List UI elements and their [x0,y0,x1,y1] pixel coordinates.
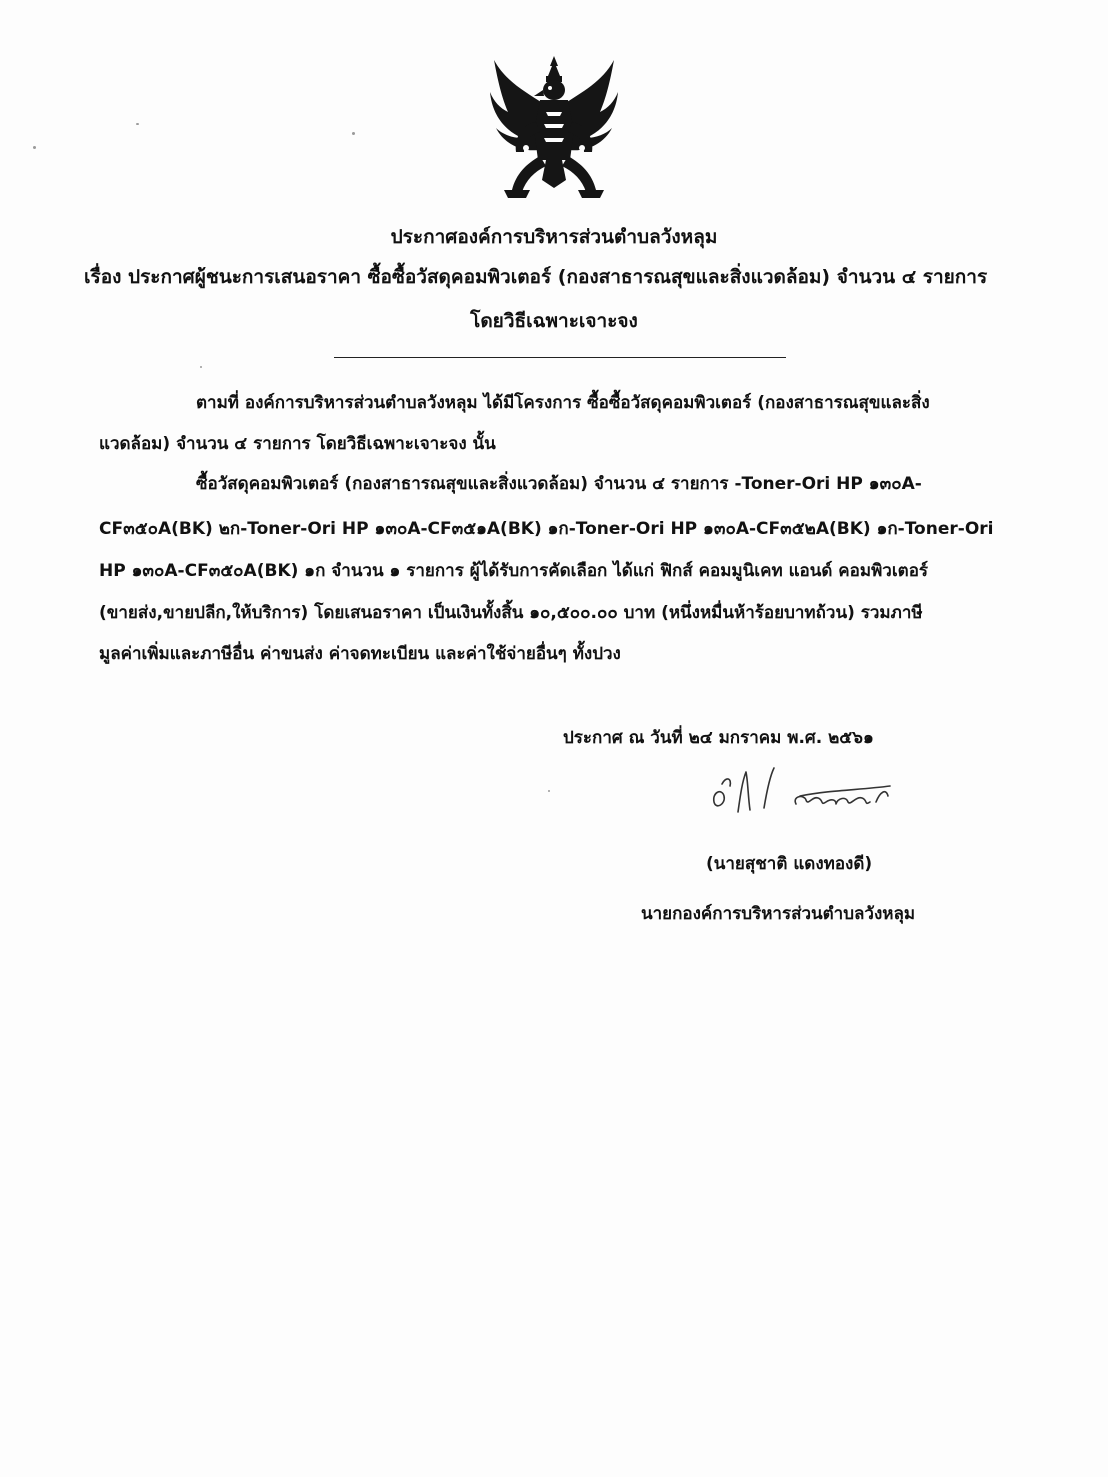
header-divider [334,357,786,358]
announcement-date: ประกาศ ณ วันที่ ๒๔ มกราคม พ.ศ. ๒๕๖๑ [563,728,874,748]
scan-speck [33,146,36,149]
garuda-emblem-icon [486,52,622,204]
paragraph1-line2: แวดล้อม) จำนวน ๔ รายการ โดยวิธีเฉพาะเจาะจง นั้น [99,434,496,454]
paragraph1-line1: ตามที่ องค์การบริหารส่วนตำบลวังหลุม ได้มีโครงการ ซื้อซื้อวัสดุคอมพิวเตอร์ (กองสาธารณสุขและสิ่ง [196,393,930,413]
scan-speck [136,123,139,125]
scan-speck [352,132,355,135]
scan-speck [200,366,202,368]
signer-title: นายกองค์การบริหารส่วนตำบลวังหลุม [641,904,916,924]
handwritten-signature [700,762,900,824]
paragraph2-line4: (ขายส่ง,ขายปลีก,ให้บริการ) โดยเสนอราคา เป็นเงินทั้งสิ้น ๑๐,๕๐๐.๐๐ บาท (หนึ่งหมื่นห้าร้อยบาทถ้วน) รวมภาษี [99,603,923,623]
paragraph2-line5: มูลค่าเพิ่มและภาษีอื่น ค่าขนส่ง ค่าจดทะเบียน และค่าใช้จ่ายอื่นๆ ทั้งปวง [99,644,621,664]
paragraph2-line1: ซื้อวัสดุคอมพิวเตอร์ (กองสาธารณสุขและสิ่งแวดล้อม) จำนวน ๔ รายการ -Toner-Ori HP ๑๓๐A- [196,474,922,494]
signer-name: (นายสุชาติ แดงทองดี) [706,854,873,874]
scan-speck [548,790,550,792]
announcement-subject-line: เรื่อง ประกาศผู้ชนะการเสนอราคา ซื้อซื้อวัสดุคอมพิวเตอร์ (กองสาธารณสุขและสิ่งแวดล้อม) จำนวน ๔ รายการ [84,266,988,288]
announcement-organization-line: ประกาศองค์การบริหารส่วนตำบลวังหลุม [390,226,718,248]
paragraph2-line3: HP ๑๓๐A-CF๓๕๐A(BK) ๑ก จำนวน ๑ รายการ ผู้ได้รับการคัดเลือก ได้แก่ ฟิกส์ คอมมูนิเคท แอนด์ คอมพิวเตอร์ [99,561,929,581]
announcement-method-line: โดยวิธีเฉพาะเจาะจง [470,310,638,332]
paragraph2-line2: CF๓๕๐A(BK) ๒ก-Toner-Ori HP ๑๓๐A-CF๓๕๑A(BK) ๑ก-Toner-Ori HP ๑๓๐A-CF๓๕๒A(BK) ๑ก-Toner-Ori [99,519,994,539]
